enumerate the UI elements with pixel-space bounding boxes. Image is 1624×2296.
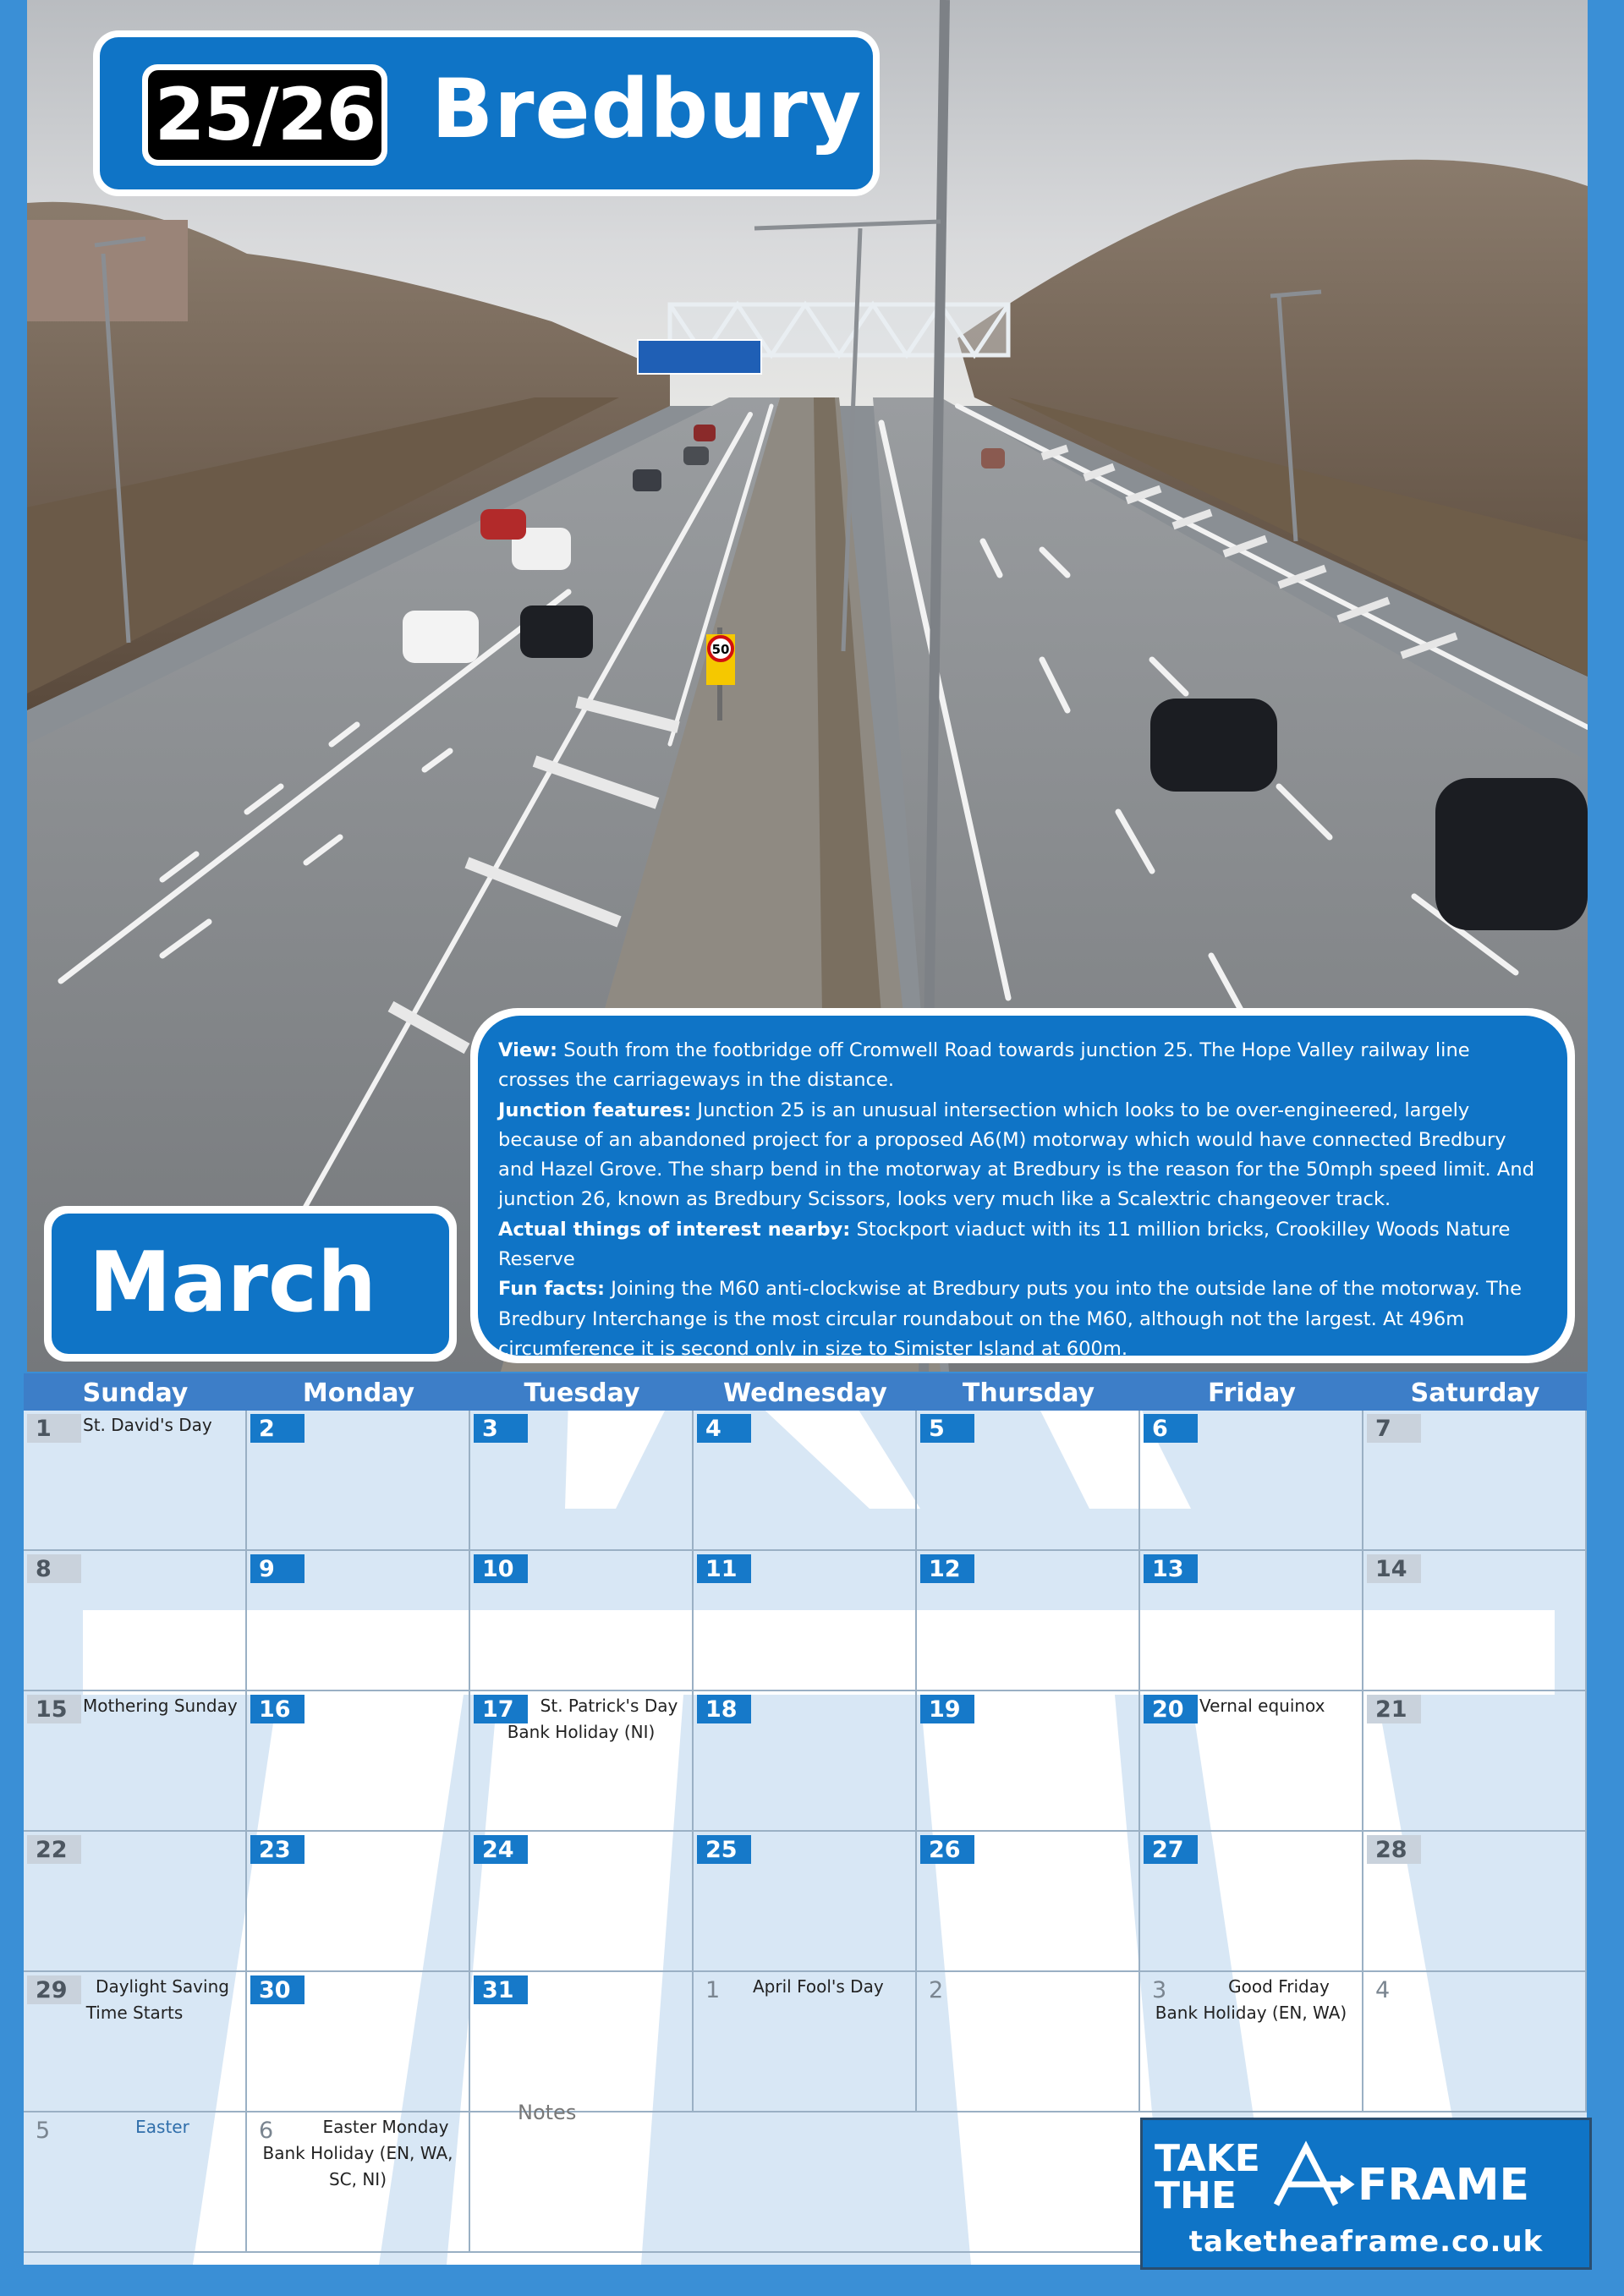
day-event bbox=[83, 1412, 242, 1438]
day-number: 7 bbox=[1367, 1414, 1421, 1443]
day-event-line: Easter bbox=[135, 2117, 189, 2137]
calendar-day-cell[interactable] bbox=[247, 2112, 470, 2253]
calendar-day-cell[interactable] bbox=[1140, 1411, 1363, 1551]
info-features: Junction features: Junction 25 is an unusual intersection which looks to be over-engineered, largely because of an abandoned project for a proposed A6(M) motorway which would have connected Bredbury and Hazel Grove. The sharp bend in the motorway at Bredbury is the reason for the 50mph speed limit. And junction 26, known as Bredbury Scissors, looks very much like a Scalextric changeover track. bbox=[498, 1099, 1535, 1211]
day-number: 30 bbox=[250, 1975, 304, 2004]
calendar-day-cell[interactable] bbox=[24, 1832, 247, 1972]
day-event-line: Vernal equinox bbox=[1199, 1696, 1325, 1716]
info-view: View: South from the footbridge off Cromwell Road towards junction 25. The Hope Valley railway line crosses the carriageways in the distance. bbox=[498, 1039, 1470, 1092]
day-number: 4 bbox=[697, 1414, 751, 1443]
day-number: 2 bbox=[250, 1414, 304, 1443]
calendar-day-cell[interactable] bbox=[247, 1972, 470, 2112]
day-number: 1 bbox=[705, 1977, 721, 2003]
logo-url: taketheaframe.co.uk bbox=[1188, 2225, 1544, 2259]
day-number: 29 bbox=[27, 1975, 81, 2004]
day-header-sunday: Sunday bbox=[82, 1378, 189, 1408]
day-number: 1 bbox=[27, 1414, 81, 1443]
day-event-line: St. David's Day bbox=[83, 1415, 212, 1435]
day-event-line: Good Friday bbox=[1228, 1976, 1330, 1997]
day-event-line: April Fool's Day bbox=[753, 1976, 884, 1997]
day-number: 20 bbox=[1144, 1695, 1198, 1723]
calendar-day-cell[interactable] bbox=[1363, 1832, 1587, 1972]
calendar-day-cell[interactable] bbox=[24, 2112, 247, 2253]
day-header-monday: Monday bbox=[302, 1378, 415, 1408]
day-event-line: St. Patrick's Day bbox=[540, 1696, 678, 1716]
motorway-photo bbox=[27, 0, 1588, 1372]
calendar-day-cell[interactable] bbox=[470, 1551, 694, 1691]
day-header-thursday: Thursday bbox=[962, 1378, 1095, 1408]
calendar-day-cell[interactable] bbox=[1140, 1551, 1363, 1691]
speed-limit-value: 50 bbox=[711, 642, 730, 657]
calendar-day-cell[interactable] bbox=[917, 1551, 1140, 1691]
calendar-day-cell[interactable] bbox=[470, 1411, 694, 1551]
day-event bbox=[83, 2114, 242, 2140]
day-number: 11 bbox=[697, 1554, 751, 1583]
calendar-day-cell[interactable] bbox=[1363, 1411, 1587, 1551]
logo-mark bbox=[1149, 2137, 1589, 2213]
day-number: 5 bbox=[36, 2118, 51, 2144]
day-event-line: Mothering Sunday bbox=[83, 1696, 238, 1716]
day-event-line: Bank Holiday (NI) bbox=[507, 1722, 656, 1742]
junction-name: Bredbury bbox=[431, 62, 863, 156]
take-the-a-frame-logo bbox=[1140, 2118, 1592, 2270]
day-number: 15 bbox=[27, 1695, 81, 1723]
day-event-line: Bank Holiday (EN, WA) bbox=[1155, 2003, 1347, 2023]
day-event bbox=[83, 1693, 242, 1719]
calendar-day-cell[interactable] bbox=[1140, 1972, 1363, 2112]
day-number: 13 bbox=[1144, 1554, 1198, 1583]
calendar-day-cell[interactable] bbox=[470, 1691, 694, 1832]
calendar-day-cell[interactable] bbox=[470, 1832, 694, 1972]
calendar-day-cell[interactable] bbox=[917, 1972, 1140, 2112]
day-number: 6 bbox=[259, 2118, 274, 2144]
day-event bbox=[1144, 1974, 1358, 2026]
calendar-day-cell[interactable] bbox=[917, 1411, 1140, 1551]
day-event bbox=[753, 1974, 912, 2000]
a-frame-icon bbox=[1276, 2147, 1352, 2205]
junction-number-plate bbox=[142, 64, 387, 166]
day-number: 5 bbox=[920, 1414, 974, 1443]
day-number: 9 bbox=[250, 1554, 304, 1583]
calendar-day-cell[interactable] bbox=[247, 1832, 470, 1972]
day-number: 8 bbox=[27, 1554, 81, 1583]
day-header-saturday: Saturday bbox=[1410, 1378, 1540, 1408]
day-number: 16 bbox=[250, 1695, 304, 1723]
day-number: 26 bbox=[920, 1835, 974, 1864]
day-number: 28 bbox=[1367, 1835, 1421, 1864]
day-number: 4 bbox=[1375, 1977, 1391, 2003]
logo-line1: TAKE bbox=[1155, 2137, 1260, 2180]
month-sign bbox=[44, 1206, 457, 1362]
junction-number: 25/26 bbox=[148, 70, 381, 160]
calendar-day-cell[interactable] bbox=[1363, 1551, 1587, 1691]
calendar-day-cell[interactable] bbox=[247, 1411, 470, 1551]
day-event bbox=[250, 2114, 465, 2193]
day-event-line: SC, NI) bbox=[328, 2169, 387, 2189]
calendar-day-cell[interactable] bbox=[694, 1411, 917, 1551]
notes-label: Notes bbox=[518, 2101, 577, 2124]
day-event-line: Daylight Saving bbox=[96, 1976, 229, 1997]
calendar-day-cell[interactable] bbox=[247, 1691, 470, 1832]
day-event-line: Easter Monday bbox=[322, 2117, 449, 2137]
day-number: 18 bbox=[697, 1695, 751, 1723]
calendar-day-cell[interactable] bbox=[694, 1972, 917, 2112]
day-header-tuesday: Tuesday bbox=[524, 1378, 640, 1408]
month-name: March bbox=[89, 1235, 376, 1331]
calendar-day-cell[interactable] bbox=[24, 1411, 247, 1551]
day-header-wednesday: Wednesday bbox=[723, 1378, 887, 1408]
calendar-day-cell[interactable] bbox=[694, 1551, 917, 1691]
day-number: 14 bbox=[1367, 1554, 1421, 1583]
day-event-line: Time Starts bbox=[85, 2003, 184, 2023]
day-number: 21 bbox=[1367, 1695, 1421, 1723]
calendar-day-cell[interactable] bbox=[24, 1551, 247, 1691]
day-number: 3 bbox=[474, 1414, 528, 1443]
calendar-day-cell[interactable] bbox=[1363, 1691, 1587, 1832]
day-number: 10 bbox=[474, 1554, 528, 1583]
calendar-day-cell[interactable] bbox=[694, 1691, 917, 1832]
calendar-day-cell[interactable] bbox=[24, 1972, 247, 2112]
day-number: 2 bbox=[929, 1977, 944, 2003]
day-number: 31 bbox=[474, 1975, 528, 2004]
info-facts: Fun facts: Joining the M60 anti-clockwise at Bredbury puts you into the outside lane of the motorway. The Bredbury Interchange is the most circular roundabout on the M60, although not the largest. At 496m circumference it is second only in size to Simister Island at 600m. bbox=[498, 1278, 1522, 1360]
day-number: 12 bbox=[920, 1554, 974, 1583]
calendar-day-cell[interactable] bbox=[24, 1691, 247, 1832]
logo-word: FRAME bbox=[1358, 2160, 1530, 2211]
day-number: 25 bbox=[697, 1835, 751, 1864]
info-box bbox=[470, 1008, 1575, 1363]
calendar-day-cell[interactable] bbox=[917, 1832, 1140, 1972]
day-number: 23 bbox=[250, 1835, 304, 1864]
logo-line2: THE bbox=[1155, 2174, 1237, 2213]
day-number: 17 bbox=[474, 1695, 528, 1723]
day-event-line: Bank Holiday (EN, WA, bbox=[262, 2143, 453, 2163]
day-number: 22 bbox=[27, 1835, 81, 1864]
day-event bbox=[27, 1974, 242, 2026]
day-number: 24 bbox=[474, 1835, 528, 1864]
calendar-header bbox=[24, 1373, 1587, 1411]
day-number: 3 bbox=[1152, 1977, 1167, 2003]
calendar-day-cell[interactable] bbox=[917, 1691, 1140, 1832]
day-number: 19 bbox=[920, 1695, 974, 1723]
calendar-day-cell[interactable] bbox=[470, 1972, 694, 2112]
direction-sign bbox=[638, 340, 761, 374]
junction-sign bbox=[93, 30, 880, 196]
day-event bbox=[1199, 1693, 1358, 1719]
calendar-day-cell[interactable] bbox=[247, 1551, 470, 1691]
calendar-day-cell[interactable] bbox=[1140, 1832, 1363, 1972]
info-interest: Actual things of interest nearby: Stockport viaduct with its 11 million bricks, Crookilley Woods Nature Reserve bbox=[498, 1218, 1511, 1271]
day-number: 6 bbox=[1144, 1414, 1198, 1443]
day-number: 27 bbox=[1144, 1835, 1198, 1864]
calendar-day-cell[interactable] bbox=[694, 1832, 917, 1972]
day-event bbox=[474, 1693, 689, 1745]
calendar-day-cell[interactable] bbox=[1363, 1972, 1587, 2112]
calendar-day-cell[interactable] bbox=[1140, 1691, 1363, 1832]
day-header-friday: Friday bbox=[1207, 1378, 1296, 1408]
